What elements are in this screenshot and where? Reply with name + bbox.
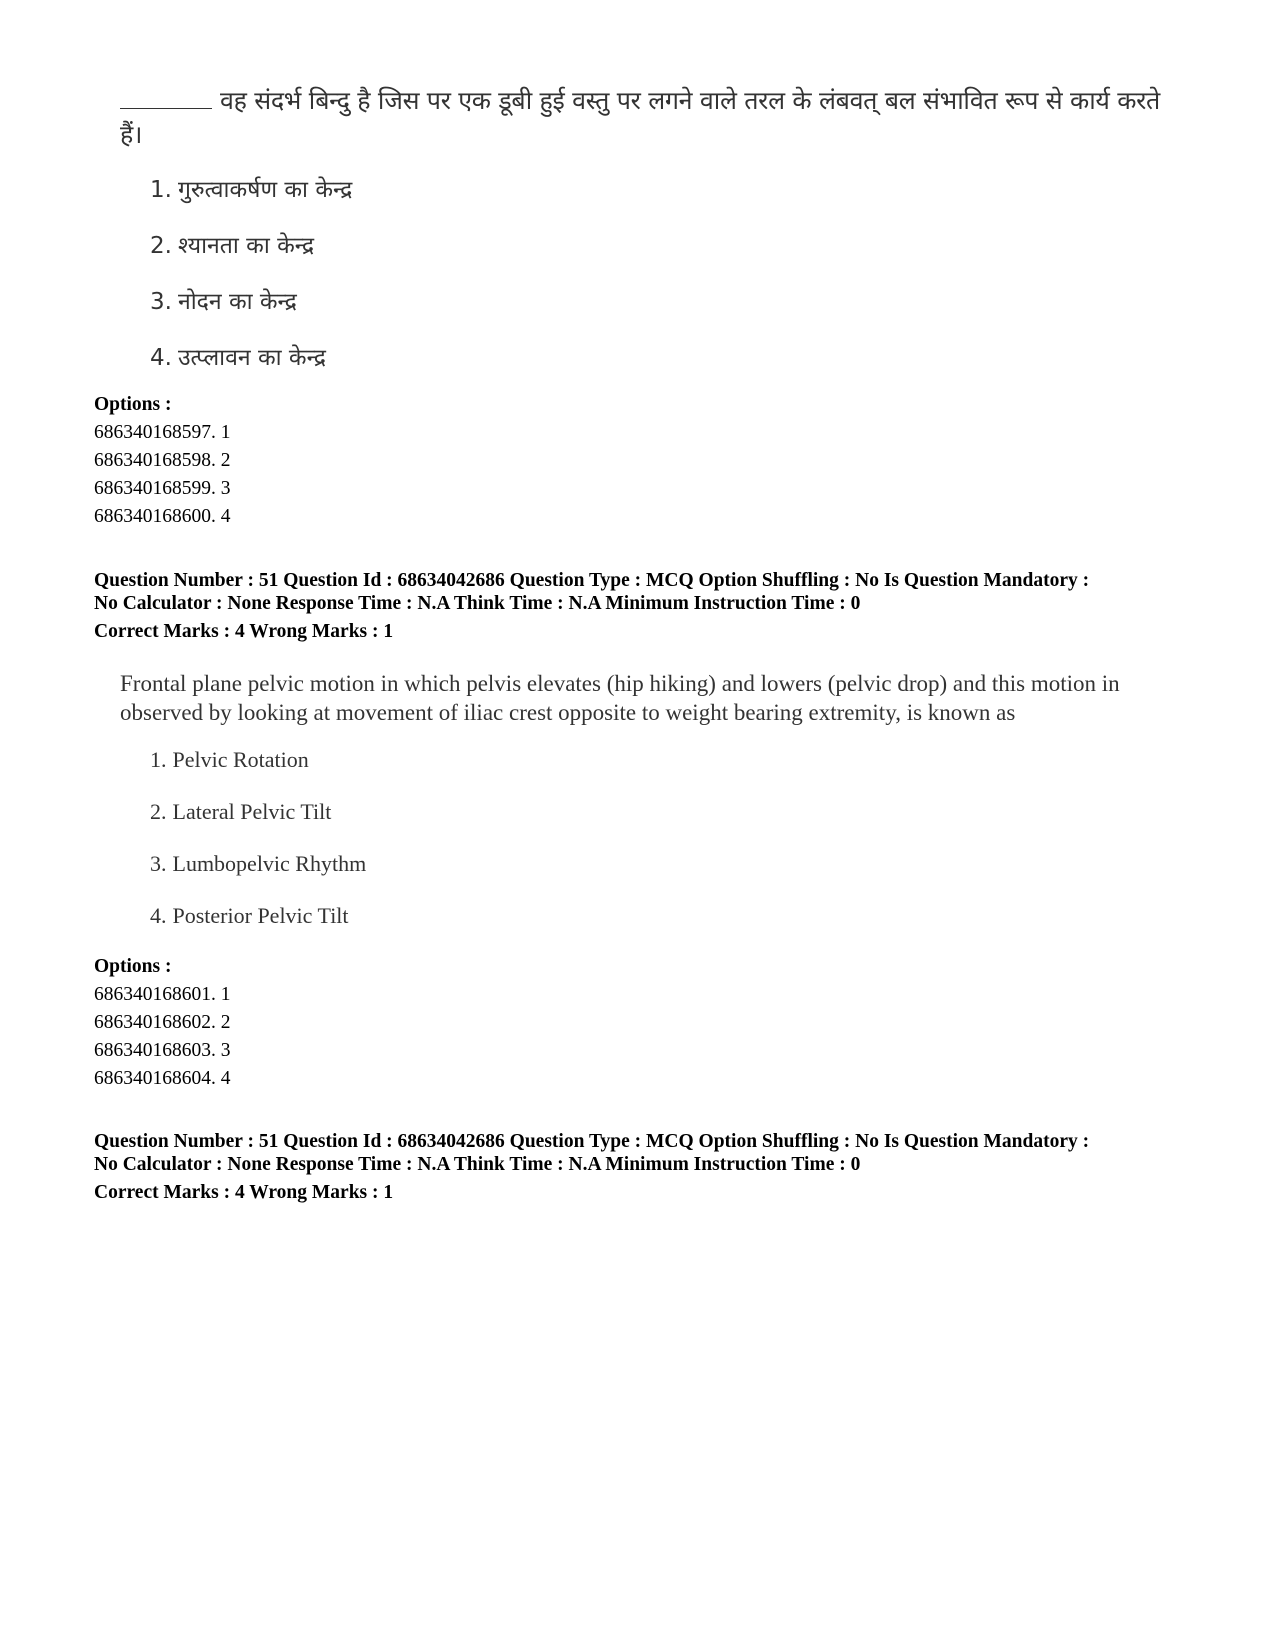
choice-number: 2. (150, 799, 167, 824)
question-stem-line-2: हैं। (120, 120, 143, 149)
question-marks: Correct Marks : 4 Wrong Marks : 1 (94, 621, 394, 642)
choice-text: Pelvic Rotation (172, 747, 309, 772)
choice-text: गुरुत्वाकर्षण का केन्द्र (177, 177, 353, 203)
choice-1 (150, 747, 309, 773)
option-line: 686340168599. 3 (94, 478, 231, 499)
option-line: 686340168601. 1 (94, 984, 231, 1005)
choice-4 (150, 903, 349, 929)
option-line: 686340168597. 1 (94, 422, 231, 443)
choice-text: नोदन का केन्द्र (177, 289, 297, 315)
choice-text: Posterior Pelvic Tilt (172, 903, 349, 928)
choice-text: श्यानता का केन्द्र (177, 233, 315, 259)
question-stem-text: वह संदर्भ बिन्दु है जिस पर एक डूबी हुई वस्तु पर लगने वाले तरल के लंबवत् बल संभावित रूप से कार्य करते (220, 86, 1160, 115)
choice-2 (150, 228, 314, 260)
options-label: Options : (94, 394, 172, 415)
option-line: 686340168600. 4 (94, 506, 231, 527)
question-stem-hindi (120, 84, 1180, 152)
choice-number: 4. (150, 345, 172, 371)
option-line: 686340168604. 4 (94, 1068, 231, 1089)
choice-4 (150, 340, 326, 372)
options-label: Options : (94, 956, 172, 977)
fill-in-blank (120, 107, 212, 109)
option-line: 686340168603. 3 (94, 1040, 231, 1061)
question-meta-line-1: Question Number : 51 Question Id : 68634042686 Question Type : MCQ Option Shuffling : No Is Question Mandatory : (94, 1131, 1090, 1152)
choice-1 (150, 172, 352, 204)
question-meta-line-2: No Calculator : None Response Time : N.A Think Time : N.A Minimum Instruction Time : 0 (94, 593, 861, 614)
choice-3 (150, 851, 366, 877)
choice-text: Lateral Pelvic Tilt (172, 799, 332, 824)
question-stem-line-1: Frontal plane pelvic motion in which pelvis elevates (hip hiking) and lowers (pelvic drop) and this motion in (120, 671, 1120, 696)
option-line: 686340168598. 2 (94, 450, 231, 471)
question-marks: Correct Marks : 4 Wrong Marks : 1 (94, 1182, 394, 1203)
question-stem-line-2: observed by looking at movement of iliac crest opposite to weight bearing extremity, is known as (120, 700, 1016, 725)
choice-number: 4. (150, 903, 167, 928)
question-meta-line-1: Question Number : 51 Question Id : 68634042686 Question Type : MCQ Option Shuffling : No Is Question Mandatory : (94, 570, 1090, 591)
choice-3 (150, 284, 297, 316)
choice-number: 2. (150, 233, 172, 259)
choice-2 (150, 799, 331, 825)
choice-number: 3. (150, 289, 172, 315)
question-stem-english (120, 669, 1180, 727)
choice-number: 3. (150, 851, 167, 876)
choice-text: Lumbopelvic Rhythm (172, 851, 367, 876)
question-stem-line-1 (120, 84, 1180, 118)
choice-number: 1. (150, 177, 172, 203)
option-line: 686340168602. 2 (94, 1012, 231, 1033)
question-meta-line-2: No Calculator : None Response Time : N.A Think Time : N.A Minimum Instruction Time : 0 (94, 1154, 861, 1175)
choice-text: उत्प्लावन का केन्द्र (177, 345, 326, 371)
choice-number: 1. (150, 747, 167, 772)
